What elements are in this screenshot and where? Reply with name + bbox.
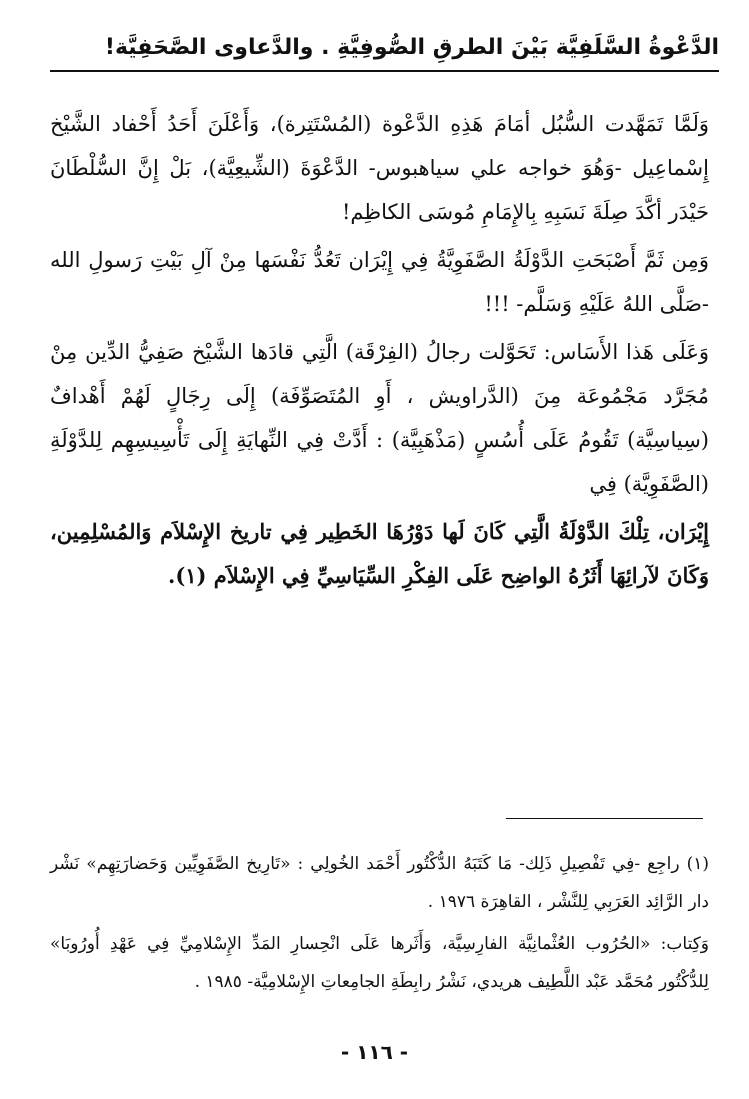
paragraph-bold: إِيْرَان، تِلْكَ الدَّوْلَةُ الَّتِي كَانَ لَها دَوْرُهَا الخَطِير فِي تاريخ الإِسْلاَم وَالمُسْلِمِين، وَكَانَ لآرائِهَا أَثَرُهُ الواضِح عَلَى الفِكْرِ السِّيَاسِيِّ فِي الإِسْلاَم (١).: [50, 519, 709, 588]
paragraph-2: وَمِن ثَمَّ أَصْبَحَتِ الدَّوْلَةُ الصَّفَوِيَّةُ فِي إِيْرَان تَعُدُّ نَفْسَها مِنْ آلِ بَيْتِ رَسولِ الله -صَلَّى اللهُ عَلَيْهِ وَسَلَّم- !!!: [50, 248, 709, 316]
footnote-1-continued: وَكِتاب: «الحُرُوب العُثْمانِيَّة الفارِسِيَّة، وَأَثَرها عَلَى انْحِسارِ المَدِّ الإِسْلامِيِّ فِي عَهْدِ أُورُوبَا» لِلدُّكْتُور مُحَمَّد عَبْد اللَّطِيف هريدي، نَشْرُ رابِطَةِ الجامِعاتِ الإِسْلامِيَّة- ١٩٨٥ .: [50, 934, 709, 992]
footnote-1: (١) راجِع -فِي تَفْصِيلِ ذَلِك- مَا كَتَبَهُ الدُّكْتُور أَحْمَد الخُولِي : «تَارِيخ الصَّفَوِيِّين وَحَضارَتِهِم» نَشْر دار الرَّائِد العَرَبِي لِلنَّشْر ، القاهِرَة ١٩٧٦ .: [50, 854, 709, 912]
paragraph-1: وَلَمَّا تَمَهَّدت السُّبُل أمَامَ هَذِهِ الدَّعْوة (المُسْتَتِرة)، وَأَعْلَنَ أَحَدُ أَحْفاد الشَّيْخ إِسْماعِيل -وَهُوَ خواجه علي سياهبوس- الدَّعْوَةَ (الشِّيعِيَّة)، بَلْ إِنَّ السُّلْطَانَ حَيْدَر أكَّدَ صِلَةَ نَسَبِهِ بِالإِمَامِ مُوسَى الكاظِم!: [50, 112, 709, 224]
header-divider: [50, 70, 719, 72]
page-number: - ١١٦ -: [340, 1040, 409, 1064]
footnotes: [50, 845, 709, 1005]
footnote-divider: [506, 818, 703, 819]
running-header: [50, 30, 719, 74]
main-text: [50, 102, 709, 602]
header-title: الدَّعْوةُ السَّلَفِيَّة بَيْنَ الطرقِ الصُّوفِيَّةِ . والدَّعاوى الصَّحَفِيَّة!: [104, 35, 719, 60]
paragraph-3: وَعَلَى هَذا الأَسَاس: تَحَوَّلت رجالُ (الفِرْقَة) الَّتِي قادَها الشَّيْخ صَفِيُّ الدِّين مِنْ مُجَرَّد مَجْمُوعَة مِنَ (الدَّراويش ، أَوِ المُتَصَوِّفَة) إِلَى رِجَالٍ لَهُمْ أَهْدافٌ (سِياسِيَّة) تَقُومُ عَلَى أُسُسٍ (مَذْهَبِيَّة) : أَدَّتْ فِي النِّهايَةِ إِلَى تَأْسِيسِهِم لِلدَّوْلَةِ (الصَّفَوِيَّة) فِي: [50, 340, 709, 496]
